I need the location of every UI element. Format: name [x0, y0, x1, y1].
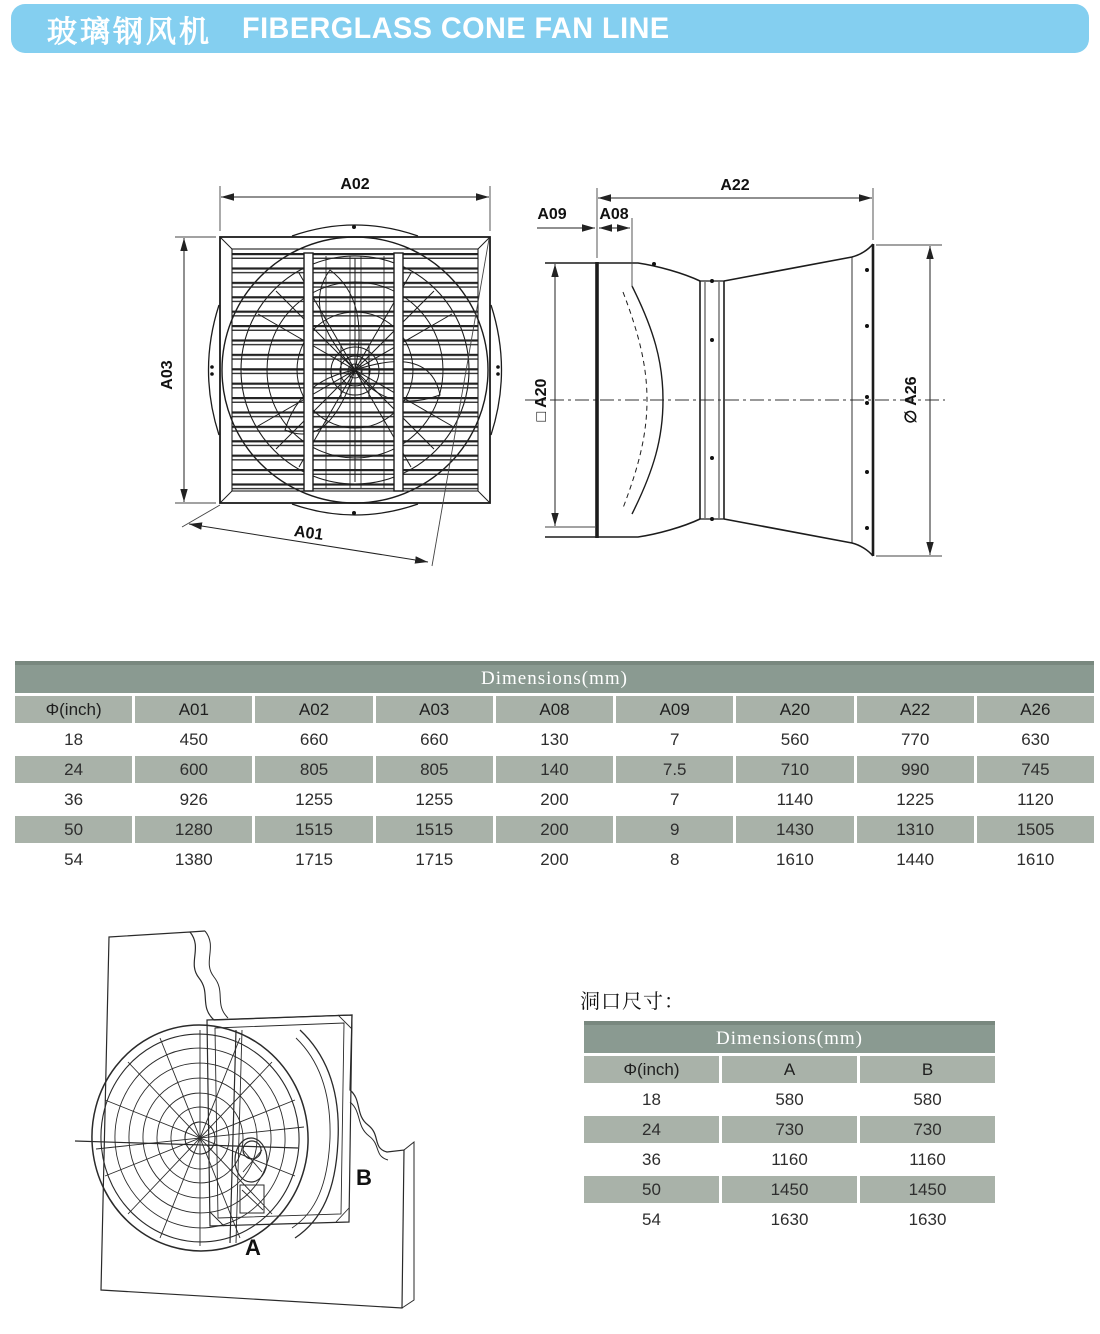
hole-dimensions-table — [581, 1018, 998, 1236]
table-cell: 1630 — [860, 1206, 995, 1233]
table-cell: 9 — [616, 816, 733, 843]
column-header-cell: A01 — [135, 696, 252, 723]
table-cell: 805 — [376, 756, 493, 783]
table-cell: 600 — [135, 756, 252, 783]
installation-drawing — [30, 912, 570, 1334]
dimension-label-a26: ∅ A26 — [903, 376, 920, 424]
motor-assembly — [235, 1138, 267, 1213]
table-cell: 130 — [496, 726, 613, 753]
column-header-cell: A26 — [977, 696, 1094, 723]
mounting-frame — [207, 1015, 352, 1226]
table-title-cell: Dimensions(mm) — [584, 1021, 995, 1053]
dimension-label-a01: A01 — [292, 523, 325, 545]
table-cell: 200 — [496, 786, 613, 813]
table-cell: 1515 — [376, 816, 493, 843]
table-cell: 1440 — [857, 846, 974, 873]
table-cell: 730 — [722, 1116, 857, 1143]
table-cell: 7 — [616, 786, 733, 813]
table-cell: 54 — [15, 846, 132, 873]
guard-spokes-iso — [96, 1030, 304, 1246]
table-row — [15, 816, 1094, 843]
table-cell: 1505 — [977, 816, 1094, 843]
fan-guard — [243, 258, 467, 482]
table-cell: 660 — [255, 726, 372, 753]
table-cell: 1310 — [857, 816, 974, 843]
hole-size-title: 洞口尺寸： — [580, 991, 685, 1013]
front-view-drawing — [159, 176, 502, 566]
side-view-drawing — [525, 177, 945, 556]
table-cell: 1715 — [255, 846, 372, 873]
installation-label-b: B — [356, 1165, 372, 1190]
table-cell: 1610 — [977, 846, 1094, 873]
dimension-a03 — [159, 237, 216, 503]
table-cell: 660 — [376, 726, 493, 753]
column-header-cell: A02 — [255, 696, 372, 723]
table-cell: 7.5 — [616, 756, 733, 783]
table-cell: 50 — [584, 1176, 719, 1203]
dimension-label-a02: A02 — [340, 176, 370, 193]
table-row — [15, 726, 1094, 753]
column-header-cell: A20 — [736, 696, 853, 723]
dimension-a22 — [597, 177, 873, 258]
table-cell: 1140 — [736, 786, 853, 813]
column-header-cell: A22 — [857, 696, 974, 723]
table-row — [584, 1086, 995, 1113]
table-cell: 24 — [15, 756, 132, 783]
table-row — [15, 786, 1094, 813]
column-header-cell: A08 — [496, 696, 613, 723]
column-header-cell: B — [860, 1056, 995, 1083]
dimension-a09 — [537, 206, 595, 228]
table-cell: 200 — [496, 846, 613, 873]
dimension-label-a09: A09 — [537, 206, 567, 223]
table-cell: 8 — [616, 846, 733, 873]
table-cell: 1160 — [722, 1146, 857, 1173]
dimension-a08 — [599, 206, 632, 287]
table-cell: 770 — [857, 726, 974, 753]
table-cell: 7 — [616, 726, 733, 753]
table-columns-row — [584, 1056, 995, 1083]
table-row — [584, 1176, 995, 1203]
table-title-row — [15, 661, 1094, 693]
table-title-row — [584, 1021, 995, 1053]
table-cell: 36 — [584, 1146, 719, 1173]
table-cell: 580 — [860, 1086, 995, 1113]
dimension-a02 — [220, 176, 490, 231]
table-cell: 560 — [736, 726, 853, 753]
dimension-label-a22: A22 — [720, 177, 750, 194]
table-cell: 630 — [977, 726, 1094, 753]
table-row — [584, 1206, 995, 1233]
dimension-a20 — [533, 264, 595, 527]
table-cell: 50 — [15, 816, 132, 843]
table-cell: 1255 — [255, 786, 372, 813]
table-cell: 36 — [15, 786, 132, 813]
table-cell: 18 — [15, 726, 132, 753]
column-header-cell: A09 — [616, 696, 733, 723]
installation-label-a: A — [245, 1235, 261, 1260]
page-header-banner — [11, 4, 1089, 53]
table-cell: 1380 — [135, 846, 252, 873]
table-row — [15, 756, 1094, 783]
table-row — [584, 1116, 995, 1143]
dimension-label-a08: A08 — [599, 206, 629, 223]
column-header-cell: Φ(inch) — [584, 1056, 719, 1083]
rivet-dots — [652, 262, 869, 530]
table-cell: 990 — [857, 756, 974, 783]
table-cell: 54 — [584, 1206, 719, 1233]
table-title-cell: Dimensions(mm) — [15, 661, 1094, 693]
table-cell: 1450 — [860, 1176, 995, 1203]
technical-drawings — [0, 150, 1100, 620]
table-cell: 140 — [496, 756, 613, 783]
table-cell: 1280 — [135, 816, 252, 843]
table-cell: 1120 — [977, 786, 1094, 813]
table-cell: 805 — [255, 756, 372, 783]
dimension-label-a20: □ A20 — [533, 378, 550, 422]
table-cell: 450 — [135, 726, 252, 753]
table-cell: 1430 — [736, 816, 853, 843]
main-dimensions-table — [12, 658, 1097, 876]
column-header-cell: A — [722, 1056, 857, 1083]
fan-guard-iso — [75, 1014, 319, 1261]
table-cell: 1225 — [857, 786, 974, 813]
table-cell: 24 — [584, 1116, 719, 1143]
table-cell: 1255 — [376, 786, 493, 813]
column-header-cell: Φ(inch) — [15, 696, 132, 723]
header-title-chinese: 玻璃钢风机 — [47, 15, 212, 49]
table-cell: 1515 — [255, 816, 372, 843]
table-cell: 926 — [135, 786, 252, 813]
table-columns-row — [15, 696, 1094, 723]
table-cell: 745 — [977, 756, 1094, 783]
table-cell: 1610 — [736, 846, 853, 873]
table-row — [584, 1146, 995, 1173]
table-cell: 1450 — [722, 1176, 857, 1203]
table-cell: 200 — [496, 816, 613, 843]
table-cell: 18 — [584, 1086, 719, 1113]
dimension-a26 — [876, 245, 942, 556]
table-cell: 580 — [722, 1086, 857, 1113]
table-cell: 1715 — [376, 846, 493, 873]
table-cell: 1160 — [860, 1146, 995, 1173]
column-header-cell: A03 — [376, 696, 493, 723]
header-title-english: FIBERGLASS CONE FAN LINE — [242, 11, 670, 45]
table-cell: 730 — [860, 1116, 995, 1143]
table-row — [15, 846, 1094, 873]
dimension-label-a03: A03 — [159, 360, 176, 390]
table-cell: 710 — [736, 756, 853, 783]
table-cell: 1630 — [722, 1206, 857, 1233]
